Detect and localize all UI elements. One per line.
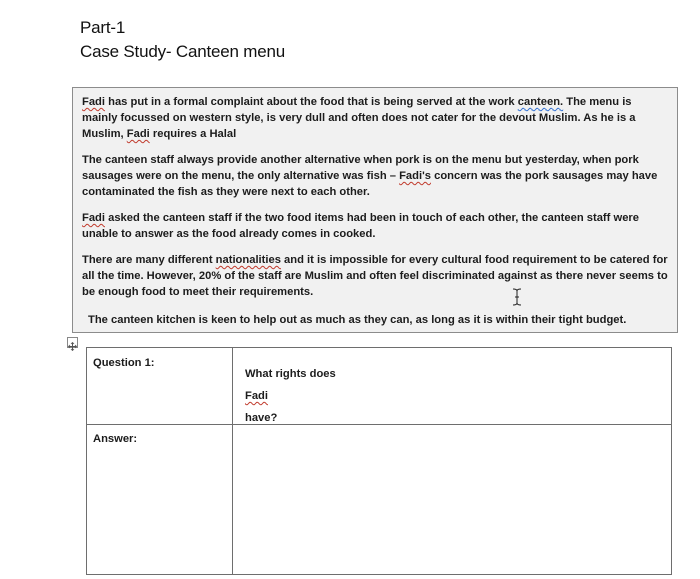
move-arrows-icon [68,342,77,351]
question-text-cell [233,348,672,425]
case-paragraph-3: Fadi asked the canteen staff if the two food items had been in touch of each other, the canteen staff were unable to answer as the food already comes in cooked. [82,212,639,240]
grammar-flag-canteen[interactable]: canteen. [517,96,564,108]
case-study-box[interactable] [72,87,678,333]
case-study-title: Case Study- Canteen menu [80,42,285,61]
question-label: Question 1: [93,357,155,369]
case-paragraph-2: The canteen staff always provide another alternative when pork is on the menu but yesterday, when pork sausages were on the menu, the only alternative was fish – Fadi's concern was the pork sausages may have contaminated the fish as they were next to each other. [82,154,658,198]
spell-flag-fadi[interactable]: Fadi [245,390,268,402]
case-paragraph-4: There are many different nationalities and it is impossible for every cultural food requirement to be catered for all the time. However, 20% of the staff are Muslim and often feel discriminated against as there never seems to be enough food to meet their requirements. [82,254,668,298]
question-row [87,348,672,425]
question-answer-table [86,347,672,575]
text-cursor-icon [512,288,522,306]
answer-label-cell [87,425,233,575]
case-paragraph-1: Fadi has put in a formal complaint about the food that is being served at the work canteen. The menu is mainly focussed on western style, is very dull and often does not cater for the devout Muslim. As he is a Muslim, Fadi requires a Halal [82,96,636,140]
case-paragraph-5: The canteen kitchen is keen to help out as much as they can, as long as it is within their tight budget. [88,314,627,326]
spell-flag-fadis[interactable]: Fadi's [399,170,431,182]
answer-row [87,425,672,575]
spell-flag-nationalities[interactable]: nationalities [215,254,281,266]
table-move-handle[interactable] [67,337,78,348]
answer-label: Answer: [93,433,138,445]
spell-flag-fadi[interactable]: Fadi [82,212,105,224]
spell-flag-fadi[interactable]: Fadi [82,96,105,108]
question-text: What rights does Fadi have? [233,348,671,424]
question-label-cell [87,348,233,425]
spell-flag-fadi[interactable]: Fadi [126,128,150,140]
part-heading: Part-1 [80,18,126,37]
answer-input-cell[interactable] [233,425,672,575]
